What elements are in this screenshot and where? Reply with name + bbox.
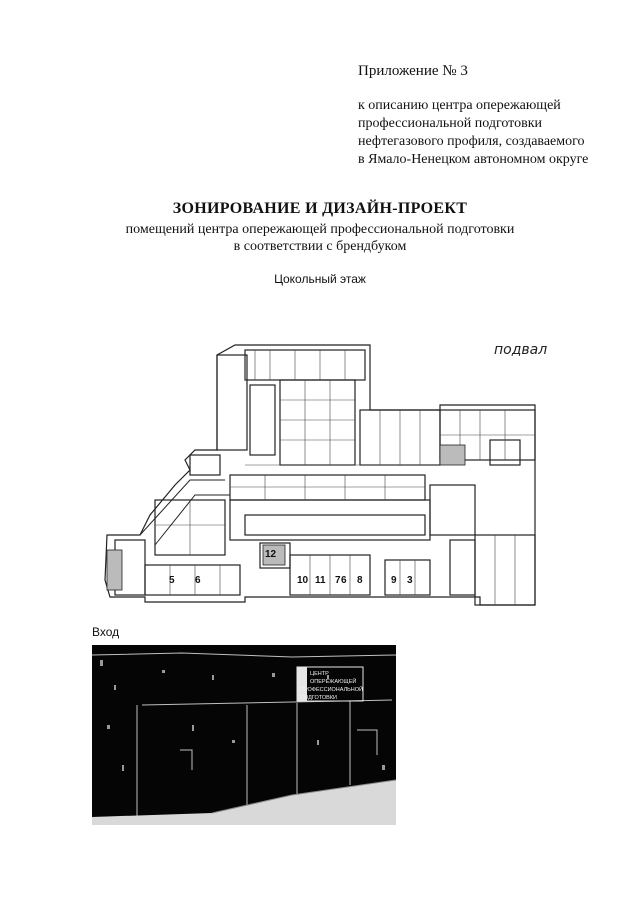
zone-number: 5	[169, 575, 175, 586]
zone-number: 6	[341, 575, 347, 586]
handwritten-note: подвал	[494, 342, 548, 358]
zone-number: 9	[391, 575, 397, 586]
zone-number: 12	[265, 549, 277, 560]
floor-plan-block	[245, 350, 365, 380]
entrance-photo	[92, 645, 396, 825]
floor-plan-block	[250, 385, 275, 455]
floor-plan-block	[430, 485, 475, 535]
zone-number: 6	[195, 575, 201, 586]
entrance-sign-line: ЦЕНТР	[310, 671, 329, 677]
floor-plan-block	[217, 355, 247, 450]
appendix-description-line: профессиональной подготовки	[358, 116, 542, 131]
document-title: ЗОНИРОВАНИЕ И ДИЗАЙН-ПРОЕКТ	[172, 200, 468, 217]
document-subtitle	[0, 221, 640, 255]
entrance-label: Вход	[92, 625, 120, 639]
floor-plan	[95, 335, 548, 607]
floor-plan-block	[245, 515, 425, 535]
zone-number: 11	[315, 575, 326, 586]
floor-plan-block	[145, 565, 240, 595]
entrance-sign-line: ПОДГОТОВКИ	[300, 695, 337, 701]
floor-plan-block	[190, 455, 220, 475]
entrance-sign-line: ОПЕРЕЖАЮЩЕЙ	[310, 679, 357, 685]
zone-number: 3	[407, 575, 413, 586]
floor-plan-block	[230, 475, 425, 500]
entrance-sign-line: ПРОФЕССИОНАЛЬНОЙ	[300, 687, 363, 693]
document-subtitle-line: в соответствии с брендбуком	[233, 239, 407, 254]
appendix-description-line: нефтегазового профиля, создаваемого	[358, 134, 585, 149]
floor-label: Цокольный этаж	[274, 272, 366, 286]
appendix-description-line: к описанию центра опережающей	[358, 98, 561, 113]
document-subtitle-line: помещений центра опережающей профессиональной подготовки	[125, 222, 515, 237]
floor-plan-block	[280, 380, 355, 465]
appendix-description-line: в Ямало-Ненецком автономном округе	[358, 152, 589, 167]
zone-number: 10	[297, 575, 309, 586]
zone-number: 7	[335, 575, 341, 586]
floor-plan-block	[450, 540, 475, 595]
floor-plan-block	[230, 500, 430, 540]
zone-number: 8	[357, 575, 363, 586]
floor-plan-block	[475, 535, 535, 605]
appendix-description	[358, 97, 618, 169]
appendix-title: Приложение № 3	[358, 63, 468, 79]
